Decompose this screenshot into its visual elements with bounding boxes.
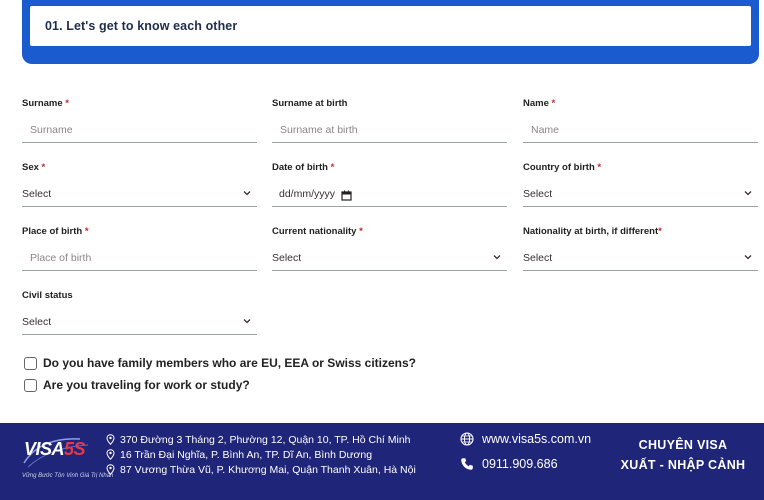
website-text[interactable]: www.visa5s.com.vn	[482, 432, 592, 446]
address-list	[106, 432, 416, 477]
surname-at-birth-input[interactable]	[272, 118, 507, 142]
tagline-line-1: CHUYÊN VISA	[638, 438, 728, 452]
footer-banner	[0, 423, 764, 500]
family-members-eu-checkbox-row[interactable]	[24, 356, 416, 370]
civil-status-label: Civil status	[22, 290, 73, 301]
map-pin-icon	[106, 464, 115, 475]
current-nationality-select-value: Select	[272, 251, 302, 264]
chevron-down-icon	[493, 253, 501, 261]
nationality-at-birth-label: Nationality at birth, if different*	[523, 226, 662, 237]
sex-select-value: Select	[22, 187, 52, 200]
work-or-study-label: Are you traveling for work or study?	[43, 378, 250, 392]
address-item	[106, 462, 416, 477]
visa5s-logo	[18, 429, 114, 491]
chevron-down-icon	[744, 253, 752, 261]
work-or-study-checkbox[interactable]	[24, 379, 37, 392]
logo-tagline: Vững Bước Tôn Vinh Giá Trị Nhân	[22, 473, 114, 479]
family-members-eu-checkbox[interactable]	[24, 357, 37, 370]
section-header	[22, 0, 759, 64]
family-members-eu-label: Do you have family members who are EU, EEA or Swiss citizens?	[43, 356, 417, 370]
place-of-birth-input[interactable]	[22, 246, 257, 270]
name-field-group	[523, 98, 758, 143]
date-of-birth-input[interactable]	[272, 181, 507, 207]
phone-contact[interactable]	[460, 457, 558, 471]
surname-input[interactable]	[22, 118, 257, 142]
logo-number: 5S	[64, 439, 86, 459]
section-header-box	[30, 6, 751, 46]
date-of-birth-value: dd/mm/yyyy	[279, 187, 336, 200]
date-of-birth-field-group	[272, 162, 507, 207]
civil-status-select-value: Select	[22, 315, 52, 328]
surname-label: Surname *	[22, 98, 69, 109]
section-title: 01. Let's get to know each other	[45, 19, 238, 33]
map-pin-icon	[106, 449, 115, 460]
surname-at-birth-label: Surname at birth	[272, 98, 348, 109]
phone-text[interactable]: 0911.909.686	[482, 457, 558, 471]
chevron-down-icon	[243, 189, 251, 197]
civil-status-select[interactable]	[22, 309, 257, 335]
sex-field-group	[22, 162, 257, 207]
service-tagline	[608, 435, 758, 475]
sex-label: Sex *	[22, 162, 46, 173]
civil-status-field-group	[22, 290, 257, 335]
surname-at-birth-field-group	[272, 98, 507, 143]
country-of-birth-select[interactable]	[523, 181, 758, 207]
nationality-at-birth-select-value: Select	[523, 251, 553, 264]
current-nationality-select[interactable]	[272, 245, 507, 271]
name-label: Name *	[523, 98, 556, 109]
place-of-birth-field-group	[22, 226, 257, 271]
calendar-icon[interactable]	[341, 188, 352, 199]
country-of-birth-select-value: Select	[523, 187, 553, 200]
globe-icon	[460, 432, 474, 446]
tagline-line-2: XUẤT - NHẬP CẢNH	[620, 458, 746, 472]
surname-field-group	[22, 98, 257, 143]
nationality-at-birth-select[interactable]	[523, 245, 758, 271]
phone-icon	[460, 457, 474, 471]
address-text: 16 Trần Đại Nghĩa, P. Bình An, TP. Dĩ An, Bình Dương	[120, 448, 373, 461]
address-text: 370 Đường 3 Tháng 2, Phường 12, Quận 10, TP. Hồ Chí Minh	[120, 433, 411, 446]
work-or-study-checkbox-row[interactable]	[24, 378, 250, 392]
map-pin-icon	[106, 434, 115, 445]
sex-select[interactable]	[22, 181, 257, 207]
date-of-birth-label: Date of birth *	[272, 162, 335, 173]
country-of-birth-field-group	[523, 162, 758, 207]
current-nationality-field-group	[272, 226, 507, 271]
website-contact[interactable]	[460, 432, 591, 446]
logo-text: VISA	[24, 439, 65, 459]
nationality-at-birth-field-group	[523, 226, 758, 271]
place-of-birth-label: Place of birth *	[22, 226, 89, 237]
chevron-down-icon	[243, 317, 251, 325]
address-item	[106, 432, 416, 447]
address-item	[106, 447, 416, 462]
name-input[interactable]	[523, 118, 758, 142]
address-text: 87 Vương Thừa Vũ, P. Khương Mai, Quận Thanh Xuân, Hà Nội	[120, 463, 416, 476]
country-of-birth-label: Country of birth *	[523, 162, 602, 173]
chevron-down-icon	[744, 189, 752, 197]
current-nationality-label: Current nationality *	[272, 226, 363, 237]
